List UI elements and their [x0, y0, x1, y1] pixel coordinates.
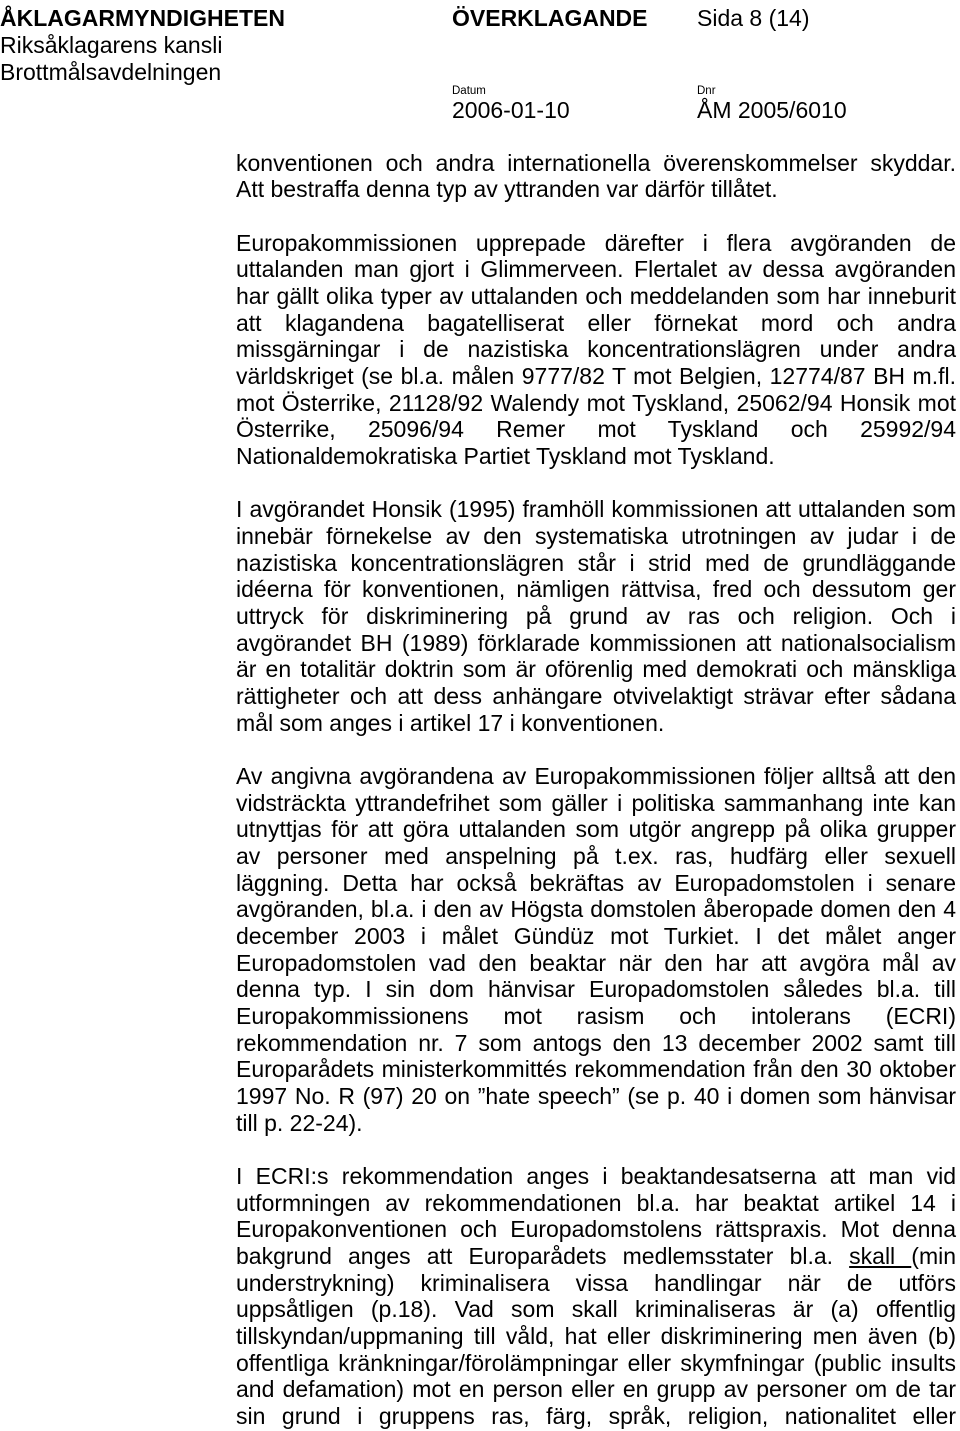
text-line: uttryck för diskriminering på grund av ras och religion. Och i [236, 602, 956, 629]
text-line: and defamation) mot en person eller en grupp av personer om de tar [236, 1376, 956, 1403]
text-line: tillskyndan/uppmaning till våld, hat eller diskriminering men även (b) [236, 1323, 956, 1350]
text-line: Av angivna avgörandena av Europakommissionen följer alltså att den [236, 762, 956, 789]
text-line: läggning. Detta har också bekräftas av Europadomstolen i senare [236, 869, 956, 896]
text-line: missgärningar i de nazistiska koncentrationslägren under andra [236, 336, 956, 363]
text-line: offentliga kränkningar/förolämpningar eller skymfningar (public insults [236, 1349, 956, 1376]
date-label: Datum [452, 85, 486, 97]
office-name: Riksåklagarens kansli [0, 32, 223, 58]
text-line: avgörandet BH (1989) förklarade kommissionen att nationalsocialism [236, 629, 956, 656]
text-segment: bakgrund anges att Europarådets medlemsstater bl.a. [236, 1243, 850, 1270]
text-line: Nationaldemokratiska Partiet Tyskland mot Tyskland. [236, 442, 775, 469]
paragraph [236, 150, 956, 203]
text-line: rekommendation nr. 7 som antogs den 13 december 2002 samt till [236, 1029, 956, 1056]
text-line: Europakommissionens mot rasism och intolerans (ECRI) [236, 1003, 956, 1029]
paragraph [236, 230, 956, 470]
text-segment: (min [911, 1243, 957, 1270]
text-line: rättigheter och att dess anhängare otvivelaktigt strävar efter sådana [236, 682, 956, 709]
text-line: har gällt olika typer av uttalanden och meddelanden som har inneburit [236, 282, 956, 309]
text-line: mål som anges i artikel 17 i konventionen. [236, 709, 665, 736]
text-line: innebär förnekelse av den systematiska utrotningen av judar i de [236, 522, 956, 549]
text-line: I ECRI:s rekommendation anges i beaktandesatserna att man vid [236, 1163, 956, 1190]
agency-name: ÅKLAGARMYNDIGHETEN [0, 5, 285, 31]
dnr-label: Dnr [697, 85, 716, 97]
text-line: Europakonventionen och Europadomstolens rättspraxis. Mot denna [236, 1216, 956, 1243]
text-line: är en totalitär doktrin som är oförenlig med demokrati och mänskliga [236, 656, 956, 683]
paragraph [236, 763, 956, 1136]
dnr-value: ÅM 2005/6010 [697, 97, 847, 123]
text-line: till p. 22-24). [236, 1109, 363, 1136]
text-line: uttalanden man gjort i Glimmerveen. Flertalet av dessa avgöranden [236, 256, 956, 283]
text-line: Europarådets ministerkommittés rekommendation från den 30 oktober [236, 1056, 956, 1083]
page-number: Sida 8 (14) [697, 5, 810, 31]
text-line: nazistiska koncentrationslägren står i strid med de grundläggande [236, 549, 956, 576]
department-name: Brottmålsavdelningen [0, 59, 222, 85]
paragraph [236, 1163, 956, 1430]
text-line: Att bestraffa denna typ av yttranden var därför tillåtet. [236, 176, 778, 203]
text-line: 1997 No. R (97) 20 on ”hate speech” (se p. 40 i domen som hänvisar [236, 1083, 956, 1110]
text-line: utformningen av rekommendationen bl.a. har beaktat artikel 14 i [236, 1189, 956, 1216]
text-line: Europadomstolen vad den beaktar när den har att avgöra mål av [236, 949, 956, 976]
text-line: konventionen och andra internationella överenskommelser skyddar. [236, 149, 956, 176]
text-line: vidsträckta yttrandefrihet som gäller i politiska sammanhang inte kan [236, 789, 956, 816]
text-line: avgöranden, bl.a. i den av Högsta domstolen åberopade domen den 4 [236, 896, 956, 923]
text-line: att klagandena bagatelliserat eller förnekat mord och andra [236, 309, 956, 336]
text-line: uppsåtligen (p.18). Vad som skall kriminaliseras är (a) offentlig [236, 1296, 956, 1323]
body-text [236, 150, 956, 1430]
text-line: Europakommissionen upprepade därefter i flera avgöranden de [236, 229, 956, 256]
underlined-word: skall [849, 1243, 912, 1270]
text-line: utnyttjas för att göra uttalanden som utgör angrepp på olika grupper [236, 816, 956, 843]
date-value: 2006-01-10 [452, 97, 570, 123]
paragraph [236, 496, 956, 736]
text-line: denna typ. I sin dom hänvisar Europadomstolen således bl.a. till [236, 976, 956, 1003]
text-line [236, 1243, 956, 1270]
text-line: understrykning) kriminalisera vissa handlingar när de utförs [236, 1269, 956, 1296]
text-line: världskriget (se bl.a. målen 9777/82 T mot Belgien, 12774/87 BH m.fl. [236, 362, 956, 389]
document-type: ÖVERKLAGANDE [452, 5, 648, 31]
text-line: sin grund i gruppens ras, färg, språk, religion, nationalitet eller [236, 1403, 956, 1430]
text-line: av personer med anspelning på t.ex. ras, hudfärg eller sexuell [236, 842, 956, 869]
text-line: december 2003 i målet Gündüz mot Turkiet. I det målet anger [236, 922, 956, 949]
text-line: Österrike, 25096/94 Remer mot Tyskland och 25992/94 [236, 416, 956, 443]
text-line: mot Österrike, 21128/92 Walendy mot Tyskland, 25062/94 Honsik mot [236, 389, 956, 416]
text-line: I avgörandet Honsik (1995) framhöll kommissionen att uttalanden som [236, 496, 956, 523]
text-line: idéerna för konventionen, nämligen rättvisa, fred och dessutom ger [236, 576, 956, 603]
